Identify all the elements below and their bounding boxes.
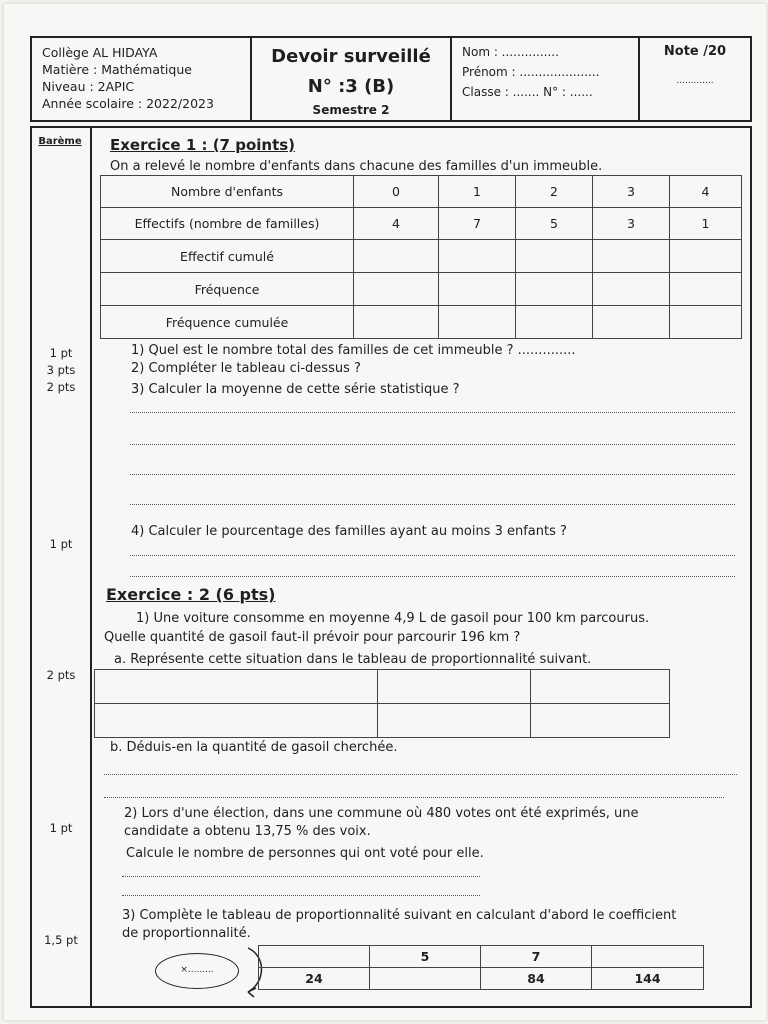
answer-line[interactable] (130, 576, 735, 577)
ex1-intro: On a relevé le nombre d'enfants dans chacune des familles d'un immeuble. (110, 159, 603, 174)
answer-cell[interactable] (593, 273, 670, 306)
level: Niveau : 2APIC (42, 79, 135, 94)
answer-cell[interactable] (593, 306, 670, 339)
ex2-p2-line1: 2) Lors d'une élection, dans une commune où 480 votes ont été exprimés, une (124, 806, 639, 821)
table-cell[interactable] (259, 946, 370, 968)
answer-cell[interactable] (593, 240, 670, 273)
answer-line[interactable] (122, 876, 480, 877)
answer-cell[interactable] (670, 273, 742, 306)
coefficient-oval[interactable] (155, 953, 239, 989)
student-fields (462, 42, 600, 102)
row-label: Fréquence (101, 273, 354, 306)
table-cell[interactable] (370, 968, 481, 990)
ex1-table (100, 175, 742, 339)
table-cell: 3 (593, 176, 670, 208)
answer-line[interactable] (122, 895, 480, 896)
points-q4: 1 pt (49, 537, 73, 551)
row-label: Effectifs (nombre de familles) (101, 208, 354, 240)
table-cell: 1 (670, 208, 742, 240)
table-cell: 2 (516, 176, 593, 208)
ex2-proportion-table-1 (94, 669, 670, 738)
ex1-question-2: 2) Compléter le tableau ci-dessus ? (131, 361, 361, 376)
answer-cell[interactable] (378, 670, 531, 704)
name-field[interactable]: Nom : ............... (462, 45, 559, 59)
ex1-title: Exercice 1 : (7 points) (110, 136, 296, 154)
answer-cell[interactable] (516, 273, 593, 306)
subject: Matière : Mathématique (42, 62, 192, 77)
table-cell: 4 (670, 176, 742, 208)
answer-cell[interactable] (439, 306, 516, 339)
ex2-p2-line2: candidate a obtenu 13,75 % des voix. (124, 824, 371, 839)
answer-line[interactable] (130, 504, 735, 505)
note-label: Note /20 (663, 44, 727, 59)
bareme-column (30, 126, 92, 1008)
table-cell: 1 (439, 176, 516, 208)
ex1-question-1: 1) Quel est le nombre total des familles de cet immeuble ? .............. (131, 343, 576, 358)
answer-line[interactable] (104, 797, 724, 798)
ex2-proportion-table-2 (258, 945, 704, 990)
header-school-info (42, 44, 214, 112)
school-year: Année scolaire : 2022/2023 (42, 96, 214, 111)
ex2-p1-b: b. Déduis-en la quantité de gasoil cherchée. (110, 740, 398, 755)
class-field[interactable]: Classe : ....... N° : ...... (462, 85, 593, 99)
points-q1: 1 pt (49, 346, 73, 360)
answer-cell[interactable] (670, 240, 742, 273)
ex1-question-3: 3) Calculer la moyenne de cette série statistique ? (131, 382, 460, 397)
answer-cell[interactable] (531, 704, 670, 738)
answer-cell[interactable] (439, 273, 516, 306)
answer-cell[interactable] (95, 670, 378, 704)
bareme-heading: Barème (38, 136, 82, 147)
table-cell: 5 (370, 946, 481, 968)
ex2-p1-a: a. Représente cette situation dans le tableau de proportionnalité suivant. (114, 652, 592, 667)
answer-line[interactable] (130, 412, 735, 413)
table-cell: 7 (439, 208, 516, 240)
table-cell: 0 (354, 176, 439, 208)
row-label: Effectif cumulé (101, 240, 354, 273)
answer-cell[interactable] (670, 306, 742, 339)
table-cell: 7 (481, 946, 592, 968)
points-ex2-2: 1 pt (49, 821, 73, 835)
answer-cell[interactable] (354, 240, 439, 273)
answer-cell[interactable] (354, 273, 439, 306)
table-cell: 3 (593, 208, 670, 240)
school-name: Collège AL HIDAYA (42, 45, 158, 60)
answer-cell[interactable] (378, 704, 531, 738)
ex2-p3-line2: de proportionnalité. (122, 926, 251, 941)
coefficient-label: ×......... (180, 965, 214, 975)
answer-cell[interactable] (516, 306, 593, 339)
answer-line[interactable] (130, 474, 735, 475)
firstname-field[interactable]: Prénom : ..................... (462, 65, 600, 79)
table-cell[interactable] (592, 946, 704, 968)
points-ex2-1a: 2 pts (46, 668, 76, 682)
answer-line[interactable] (130, 444, 735, 445)
points-ex2-3: 1,5 pt (44, 933, 78, 947)
ex1-question-4: 4) Calculer le pourcentage des familles ayant au moins 3 enfants ? (131, 524, 567, 539)
answer-cell[interactable] (354, 306, 439, 339)
ex2-p1-line1: 1) Une voiture consomme en moyenne 4,9 L de gasoil pour 100 km parcourus. (136, 611, 650, 626)
table-cell: 24 (259, 968, 370, 990)
answer-line[interactable] (104, 774, 737, 775)
table-cell: 144 (592, 968, 704, 990)
ex2-p1-line2: Quelle quantité de gasoil faut-il prévoir pour parcourir 196 km ? (104, 630, 521, 645)
points-q2: 3 pts (46, 363, 76, 377)
answer-cell[interactable] (531, 670, 670, 704)
table-cell: 84 (481, 968, 592, 990)
note-dots[interactable]: ............. (676, 76, 714, 86)
points-q3: 2 pts (46, 380, 76, 394)
row-label: Fréquence cumulée (101, 306, 354, 339)
ex2-p2-line3: Calcule le nombre de personnes qui ont voté pour elle. (126, 846, 484, 861)
row-label: Nombre d'enfants (101, 176, 354, 208)
exam-title: Devoir surveillé (271, 46, 431, 67)
semester: Semestre 2 (312, 103, 390, 117)
table-cell: 5 (516, 208, 593, 240)
ex2-title: Exercice : 2 (6 pts) (106, 585, 276, 604)
table-cell: 4 (354, 208, 439, 240)
answer-line[interactable] (130, 555, 735, 556)
answer-cell[interactable] (95, 704, 378, 738)
exam-number: N° :3 (B) (307, 76, 395, 97)
answer-cell[interactable] (516, 240, 593, 273)
answer-cell[interactable] (439, 240, 516, 273)
ex2-p3-line1: 3) Complète le tableau de proportionnalité suivant en calculant d'abord le coefficient (122, 908, 677, 923)
